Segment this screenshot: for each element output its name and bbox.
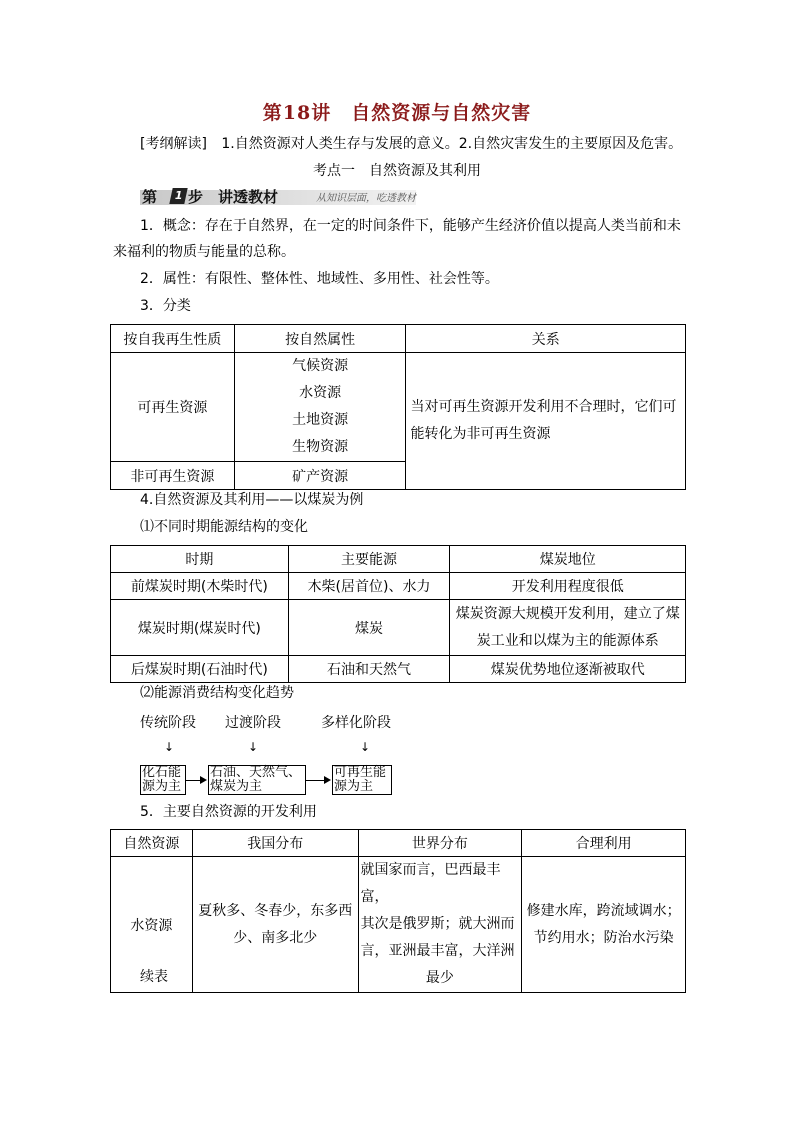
- outline-section: [140, 133, 682, 153]
- section-heading: 考点一 自然资源及其利用: [313, 163, 481, 179]
- flow-box-line: 源为主: [334, 779, 374, 794]
- nonrenewable-item: 矿产资源: [234, 462, 406, 490]
- table-header-cell: 按自我再生性质: [111, 325, 235, 353]
- list-item: 土地资源: [292, 412, 349, 428]
- down-arrow-icon: ↓: [248, 740, 259, 754]
- table-row: [111, 656, 686, 683]
- period-cell: 后煤炭时期(石油时代): [111, 656, 289, 683]
- list-item: 气候资源: [292, 358, 349, 374]
- renewable-items-cell: [234, 353, 406, 462]
- table-header-row: [111, 546, 686, 573]
- table-header-cell: 合理利用: [522, 830, 686, 857]
- cell-line: 修建水库，跨流域调水；: [526, 902, 681, 919]
- flow-box-line: 煤炭为主: [210, 779, 263, 794]
- table-row: [111, 353, 686, 462]
- page-title: 第18讲 自然资源与自然灾害: [262, 102, 532, 124]
- flow-box-line: 石油、天然气、: [210, 765, 302, 780]
- cell-line: 夏秋多、冬春少，东多西: [198, 902, 353, 919]
- table-header-cell: 世界分布: [358, 830, 522, 857]
- table-header-cell: 自然资源: [111, 830, 193, 857]
- classification-table: [110, 324, 686, 490]
- table-row: [111, 857, 686, 993]
- right-arrow-icon: [324, 776, 331, 784]
- world-distribution-cell: [358, 857, 522, 993]
- energy-periods-table: [110, 545, 686, 683]
- relation-line1: 当对可再生资源开发利用不合理时，它们可: [410, 399, 677, 415]
- cell-line: 节约用水；防治水污染: [533, 929, 674, 946]
- cell-line: 少、南多北少: [233, 929, 318, 946]
- energy-cell: 煤炭: [288, 600, 450, 656]
- continued-label: 续表: [140, 969, 168, 985]
- resource-development-table: [110, 829, 686, 993]
- cell-line: 就国家而言，巴西最丰富，: [360, 862, 501, 905]
- nonrenewable-label: 非可再生资源: [111, 462, 235, 490]
- flow-connector: [185, 780, 201, 781]
- relation-line2: 能转化为非可再生资源: [410, 426, 551, 442]
- renewable-label: 可再生资源: [111, 353, 235, 462]
- step-banner-title: 步 讲透教材: [188, 188, 279, 206]
- cell-line: 其次是俄罗斯；就大洲而: [360, 916, 515, 932]
- flow-box-line: 源为主: [142, 779, 182, 794]
- period-cell: 前煤炭时期(木柴时代): [111, 573, 289, 600]
- flow-stage-label: 过渡阶段: [225, 715, 281, 731]
- subheading-energy-structure: ⑴不同时期能源结构的变化: [140, 519, 308, 535]
- down-arrow-icon: ↓: [360, 740, 371, 754]
- flow-box-line: 可再生能: [334, 765, 387, 780]
- flow-connector: [305, 780, 325, 781]
- flow-stage-label: 多样化阶段: [321, 715, 391, 731]
- table-row: [111, 573, 686, 600]
- step-banner: [140, 186, 416, 208]
- down-arrow-icon: ↓: [164, 740, 175, 754]
- table-header-cell: 时期: [111, 546, 289, 573]
- table-header-row: [111, 325, 686, 353]
- flow-box-fossil: [140, 765, 186, 795]
- table-header-cell: 关系: [406, 325, 686, 353]
- china-distribution-cell: [192, 857, 358, 993]
- relation-cell: [406, 353, 686, 490]
- table-row: [111, 600, 686, 656]
- paragraph-resource-development: 5．主要自然资源的开发利用: [140, 804, 317, 820]
- paragraph-concept-line2: 来福利的物质与能量的总称。: [113, 244, 295, 260]
- cell-line: 言，亚洲最丰富，大洋洲: [360, 943, 515, 959]
- table-header-cell: 主要能源: [288, 546, 450, 573]
- paragraph-classification: 3．分类: [140, 298, 191, 314]
- outline-text: 1.自然资源对人类生存与发展的意义。2.自然灾害发生的主要原因及危害。: [221, 136, 683, 152]
- paragraph-attributes: 2．属性：有限性、整体性、地域性、多用性、社会性等。: [140, 271, 499, 287]
- flow-box-line: 化石能: [142, 765, 182, 780]
- step-banner-prefix: 第: [142, 188, 158, 206]
- flow-stage-label: 传统阶段: [140, 715, 196, 731]
- resource-cell: 水资源: [111, 857, 193, 993]
- table-header-cell: 我国分布: [192, 830, 358, 857]
- outline-label: [考纲解读]: [140, 136, 207, 152]
- status-cell: 煤炭优势地位逐渐被取代: [450, 656, 686, 683]
- paragraph-concept-line1: 1．概念：存在于自然界，在一定的时间条件下，能够产生经济价值以提高人类当前和未: [140, 218, 681, 234]
- status-line2: 炭工业和以煤为主的能源体系: [476, 632, 659, 649]
- subheading-consumption-trend: ⑵能源消费结构变化趋势: [140, 685, 294, 701]
- paragraph-coal-example: 4.自然资源及其利用——以煤炭为例: [140, 492, 364, 508]
- step-number-badge: 1: [169, 188, 187, 204]
- status-line1: 煤炭资源大规模开发利用，建立了煤: [455, 605, 680, 622]
- rational-use-cell: [522, 857, 686, 993]
- table-header-row: [111, 830, 686, 857]
- energy-cell: 木柴(居首位)、水力: [288, 573, 450, 600]
- flow-box-renewable: [332, 765, 392, 795]
- cell-line: 最少: [425, 970, 454, 986]
- table-header-cell: 煤炭地位: [450, 546, 686, 573]
- list-item: 水资源: [299, 385, 342, 401]
- energy-cell: 石油和天然气: [288, 656, 450, 683]
- status-cell: 开发利用程度很低: [450, 573, 686, 600]
- period-cell: 煤炭时期(煤炭时代): [111, 600, 289, 656]
- status-cell: [450, 600, 686, 656]
- step-banner-subtitle: 从知识层面，吃透教材: [316, 193, 416, 204]
- table-header-cell: 按自然属性: [234, 325, 406, 353]
- right-arrow-icon: [200, 776, 207, 784]
- flow-box-transition: [208, 765, 306, 795]
- list-item: 生物资源: [292, 439, 349, 455]
